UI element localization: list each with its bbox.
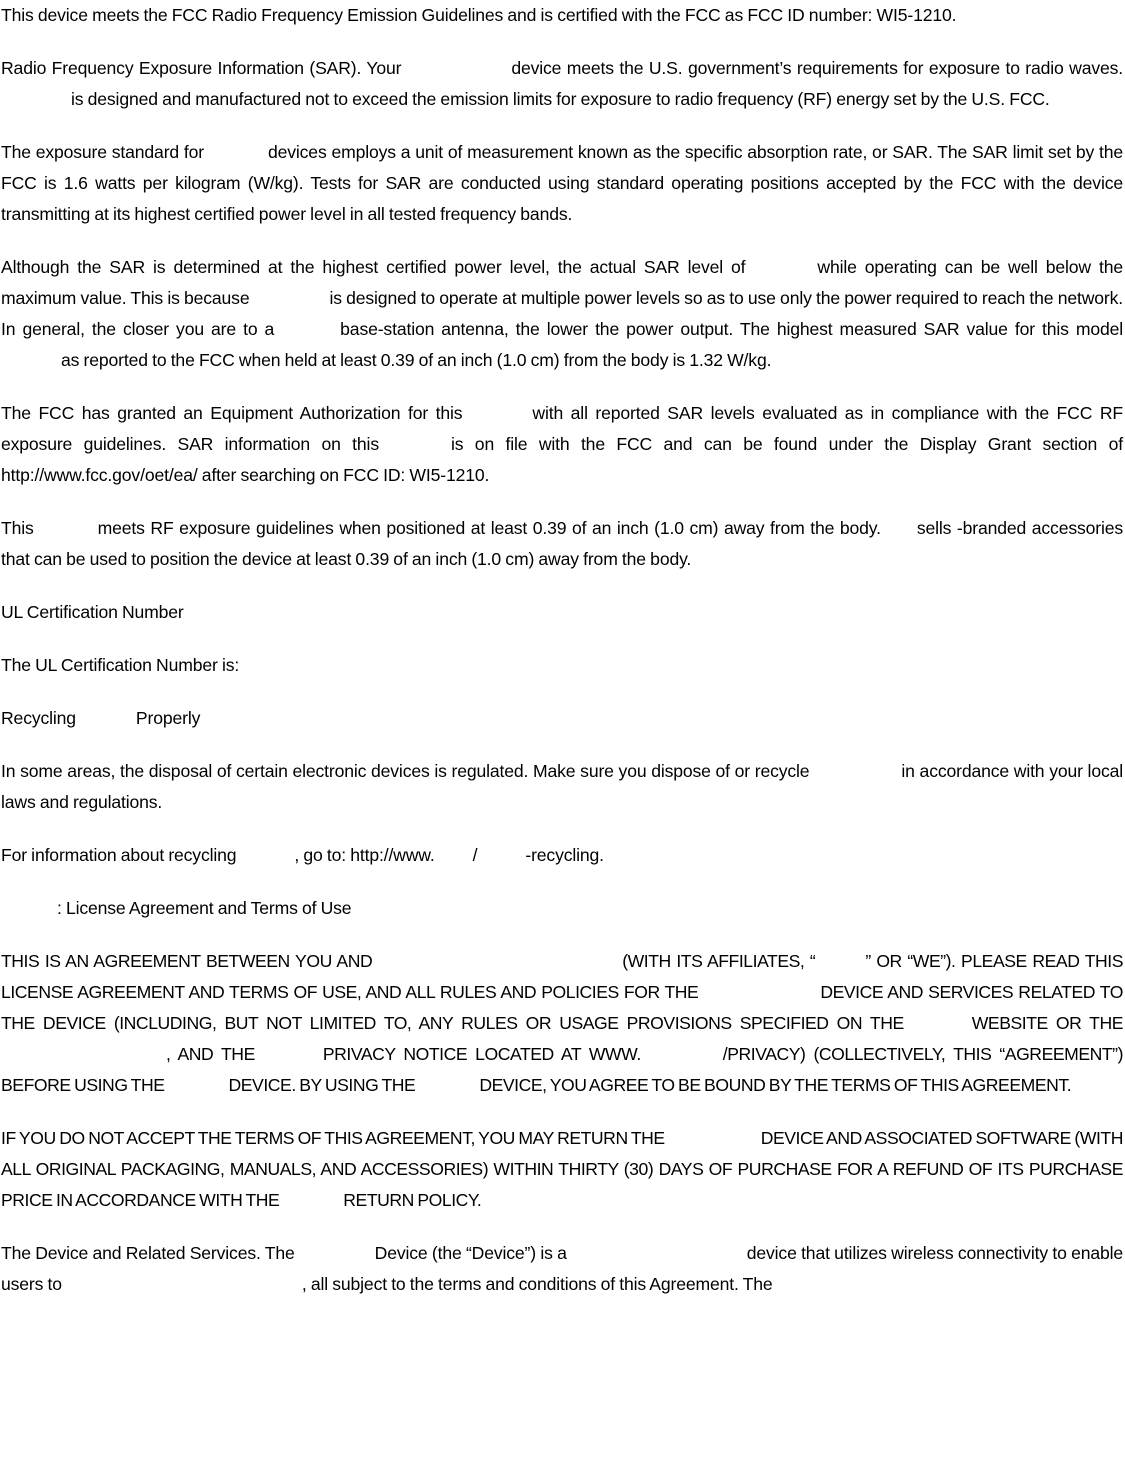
text-segment: The FCC has granted an Equipment Authorization for this [1,403,463,423]
text-segment: while operating can be well below the maximum value. This is because [1,257,1123,308]
text-segment: WEBSITE OR THE [971,1013,1123,1033]
text-segment: DEVICE AND ASSOCIATED SOFTWARE (WITH ALL ORIGINAL PACKAGING, MANUALS, AND ACCESSORIES) WITHIN THIRTY (30) DAYS OF PURCHASE FOR A REFUND OF ITS PURCHASE PRICE IN ACCORDANCE WITH THE [1,1128,1123,1210]
text-segment: /PRIVACY) (COLLECTIVELY, THIS “AGREEMENT”) BEFORE USING THE [1,1044,1123,1095]
text-segment: (WITH ITS AFFILIATES, “ [622,951,816,971]
text-segment: as reported to the FCC when held at least 0.39 of an inch (1.0 cm) from the body is 1.32 W/kg. [61,350,772,370]
text-segment: Recycling [1,708,76,728]
text-segment: For information about recycling [1,845,237,865]
text-segment: devices employs a unit of measurement known as the specific absorption rate, or SAR. The SAR limit set by the FCC is 1.6 watts per kilogram (W/kg). Tests for SAR are conducted using standard operating positions accepted by the FCC with the device transmitting at its highest certified power level in all tested frequency bands. [1,142,1124,224]
text-segment: Device (the “Device”) is a [374,1243,567,1263]
paragraph-device-services [1,1238,1123,1300]
text-segment: Radio Frequency Exposure Information (SAR). Your [1,58,402,78]
text-segment: Although the SAR is determined at the highest certified power level, the actual SAR level of [1,257,746,277]
paragraph-accessories [1,513,1123,575]
text-segment: DEVICE, YOU AGREE TO BE BOUND BY THE TERMS OF THIS AGREEMENT. [479,1075,1072,1095]
text-segment: In some areas, the disposal of certain electronic devices is regulated. Make sure you dispose of or recycle [1,761,810,781]
text-segment: meets RF exposure guidelines when positioned at least 0.39 of an inch (1.0 cm) away from the body. [97,518,881,538]
text-segment: base-station antenna, the lower the power output. The highest measured SAR value for this model [340,319,1123,339]
text-segment: / [472,845,478,865]
text-segment: sells -branded accessories that can be used to position the device at least 0.39 of an inch (1.0 cm) away from the body. [1,518,1124,569]
paragraph-sar-intro [1,53,1123,115]
paragraph-ul-heading [1,597,1123,628]
text-segment: device that utilizes wireless connectivity to enable users to [1,1243,1124,1294]
paragraph-recycling-info [1,840,1123,871]
text-segment: is designed to operate at multiple power levels so as to use only the power required to reach the network. In general, the closer you are to a [1,288,1123,339]
paragraph-disposal [1,756,1123,818]
text-segment: : License Agreement and Terms of Use [57,898,352,918]
text-segment: is designed and manufactured not to exceed the emission limits for exposure to radio frequency (RF) energy set by the U.S. FCC. [71,89,1050,109]
paragraph-sar-level [1,252,1123,376]
text-segment: , all subject to the terms and conditions of this Agreement. The [301,1274,773,1294]
text-segment: in accordance with your local laws and regulations. [1,761,1123,812]
paragraph-return-policy [1,1123,1123,1216]
text-segment: ” OR “WE”). PLEASE READ THIS LICENSE AGREEMENT AND TERMS OF USE, AND ALL RULES AND POLICIES FOR THE [1,951,1124,1002]
text-segment: Properly [135,708,201,728]
text-segment: -recycling. [525,845,604,865]
paragraph-ul-number [1,650,1123,681]
text-segment: , go to: http://www. [294,845,435,865]
text-segment: DEVICE. BY USING THE [228,1075,416,1095]
paragraph-license-heading [1,893,1123,924]
text-segment: This [1,518,34,538]
text-segment: This device meets the FCC Radio Frequency Emission Guidelines and is certified with the FCC as FCC ID number: WI5-1210. [1,5,957,25]
text-segment: is on file with the FCC and can be found under the Display Grant section of http://www.fcc.gov/oet/ea/ after searching on FCC ID: WI5-1210. [1,434,1123,485]
paragraph-recycling-heading [1,703,1123,734]
text-segment: The exposure standard for [1,142,204,162]
text-segment: DEVICE AND SERVICES RELATED TO THE DEVICE (INCLUDING, BUT NOT LIMITED TO, ANY RULES OR USAGE PROVISIONS SPECIFIED ON THE [1,982,1123,1033]
text-segment: UL Certification Number [1,602,184,622]
text-segment: PRIVACY NOTICE LOCATED AT WWW. [322,1044,641,1064]
text-segment: THIS IS AN AGREEMENT BETWEEN YOU AND [1,951,373,971]
text-segment: , AND THE [166,1044,255,1064]
paragraph-fcc-id [1,0,1123,31]
text-segment: The UL Certification Number is: [1,655,240,675]
text-segment: IF YOU DO NOT ACCEPT THE TERMS OF THIS AGREEMENT, YOU MAY RETURN THE [1,1128,665,1148]
text-segment: The Device and Related Services. The [1,1243,295,1263]
text-segment: RETURN POLICY. [343,1190,482,1210]
text-segment: with all reported SAR levels evaluated as in compliance with the FCC RF exposure guidelines. SAR information on this [1,403,1123,454]
paragraph-exposure-standard [1,137,1123,230]
paragraph-agreement [1,946,1123,1101]
paragraph-equipment-authorization [1,398,1123,491]
text-segment: device meets the U.S. government’s requirements for exposure to radio waves. [511,58,1124,78]
